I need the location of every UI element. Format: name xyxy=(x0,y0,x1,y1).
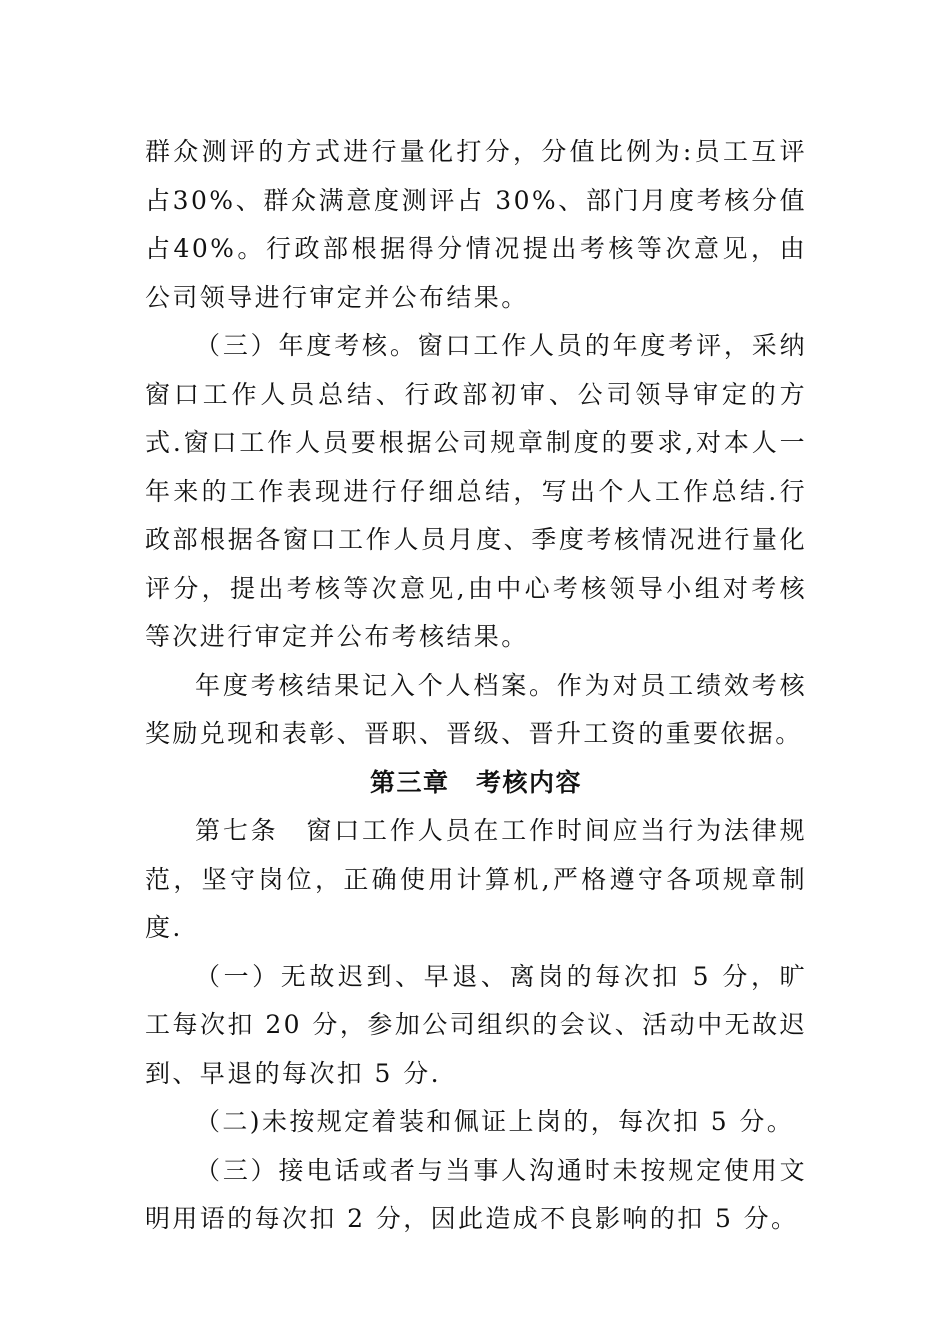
paragraph-scoring-ratio: 群众测评的方式进行量化打分，分值比例为:员工互评占30%、群众满意度测评占 30%、部门月度考核分值占40%。行政部根据得分情况提出考核等次意见，由公司领导进行审定并公布结果。 xyxy=(145,137,807,312)
document-body xyxy=(145,128,807,1244)
item-three: （三）接电话或者与当事人沟通时未按规定使用文明用语的每次扣 2 分，因此造成不良影响的扣 5 分。 xyxy=(145,1155,807,1233)
paragraph-assessment-results: 年度考核结果记入个人档案。作为对员工绩效考核奖励兑现和表彰、晋职、晋级、晋升工资的重要依据。 xyxy=(145,670,807,748)
item-two: （二)未按规定着装和佩证上岗的，每次扣 5 分。 xyxy=(195,1107,795,1136)
article-seven: 第七条 窗口工作人员在工作时间应当行为法律规范，坚守岗位，正确使用计算机,严格遵守各项规章制度. xyxy=(145,816,807,942)
chapter-heading: 第三章 考核内容 xyxy=(369,767,582,797)
paragraph-annual-assessment: （三）年度考核。窗口工作人员的年度考评，采纳窗口工作人员总结、行政部初审、公司领导审定的方式.窗口工作人员要根据公司规章制度的要求,对本人一年来的工作表现进行仔细总结，写出个人工作总结.行政部根据各窗口工作人员月度、季度考核情况进行量化评分，提出考核等次意见,由中心考核领导小组对考核等次进行审定并公布考核结果。 xyxy=(145,331,807,651)
item-one: （一）无故迟到、早退、离岗的每次扣 5 分，旷工每次扣 20 分，参加公司组织的会议、活动中无故迟到、早退的每次扣 5 分. xyxy=(145,961,807,1088)
